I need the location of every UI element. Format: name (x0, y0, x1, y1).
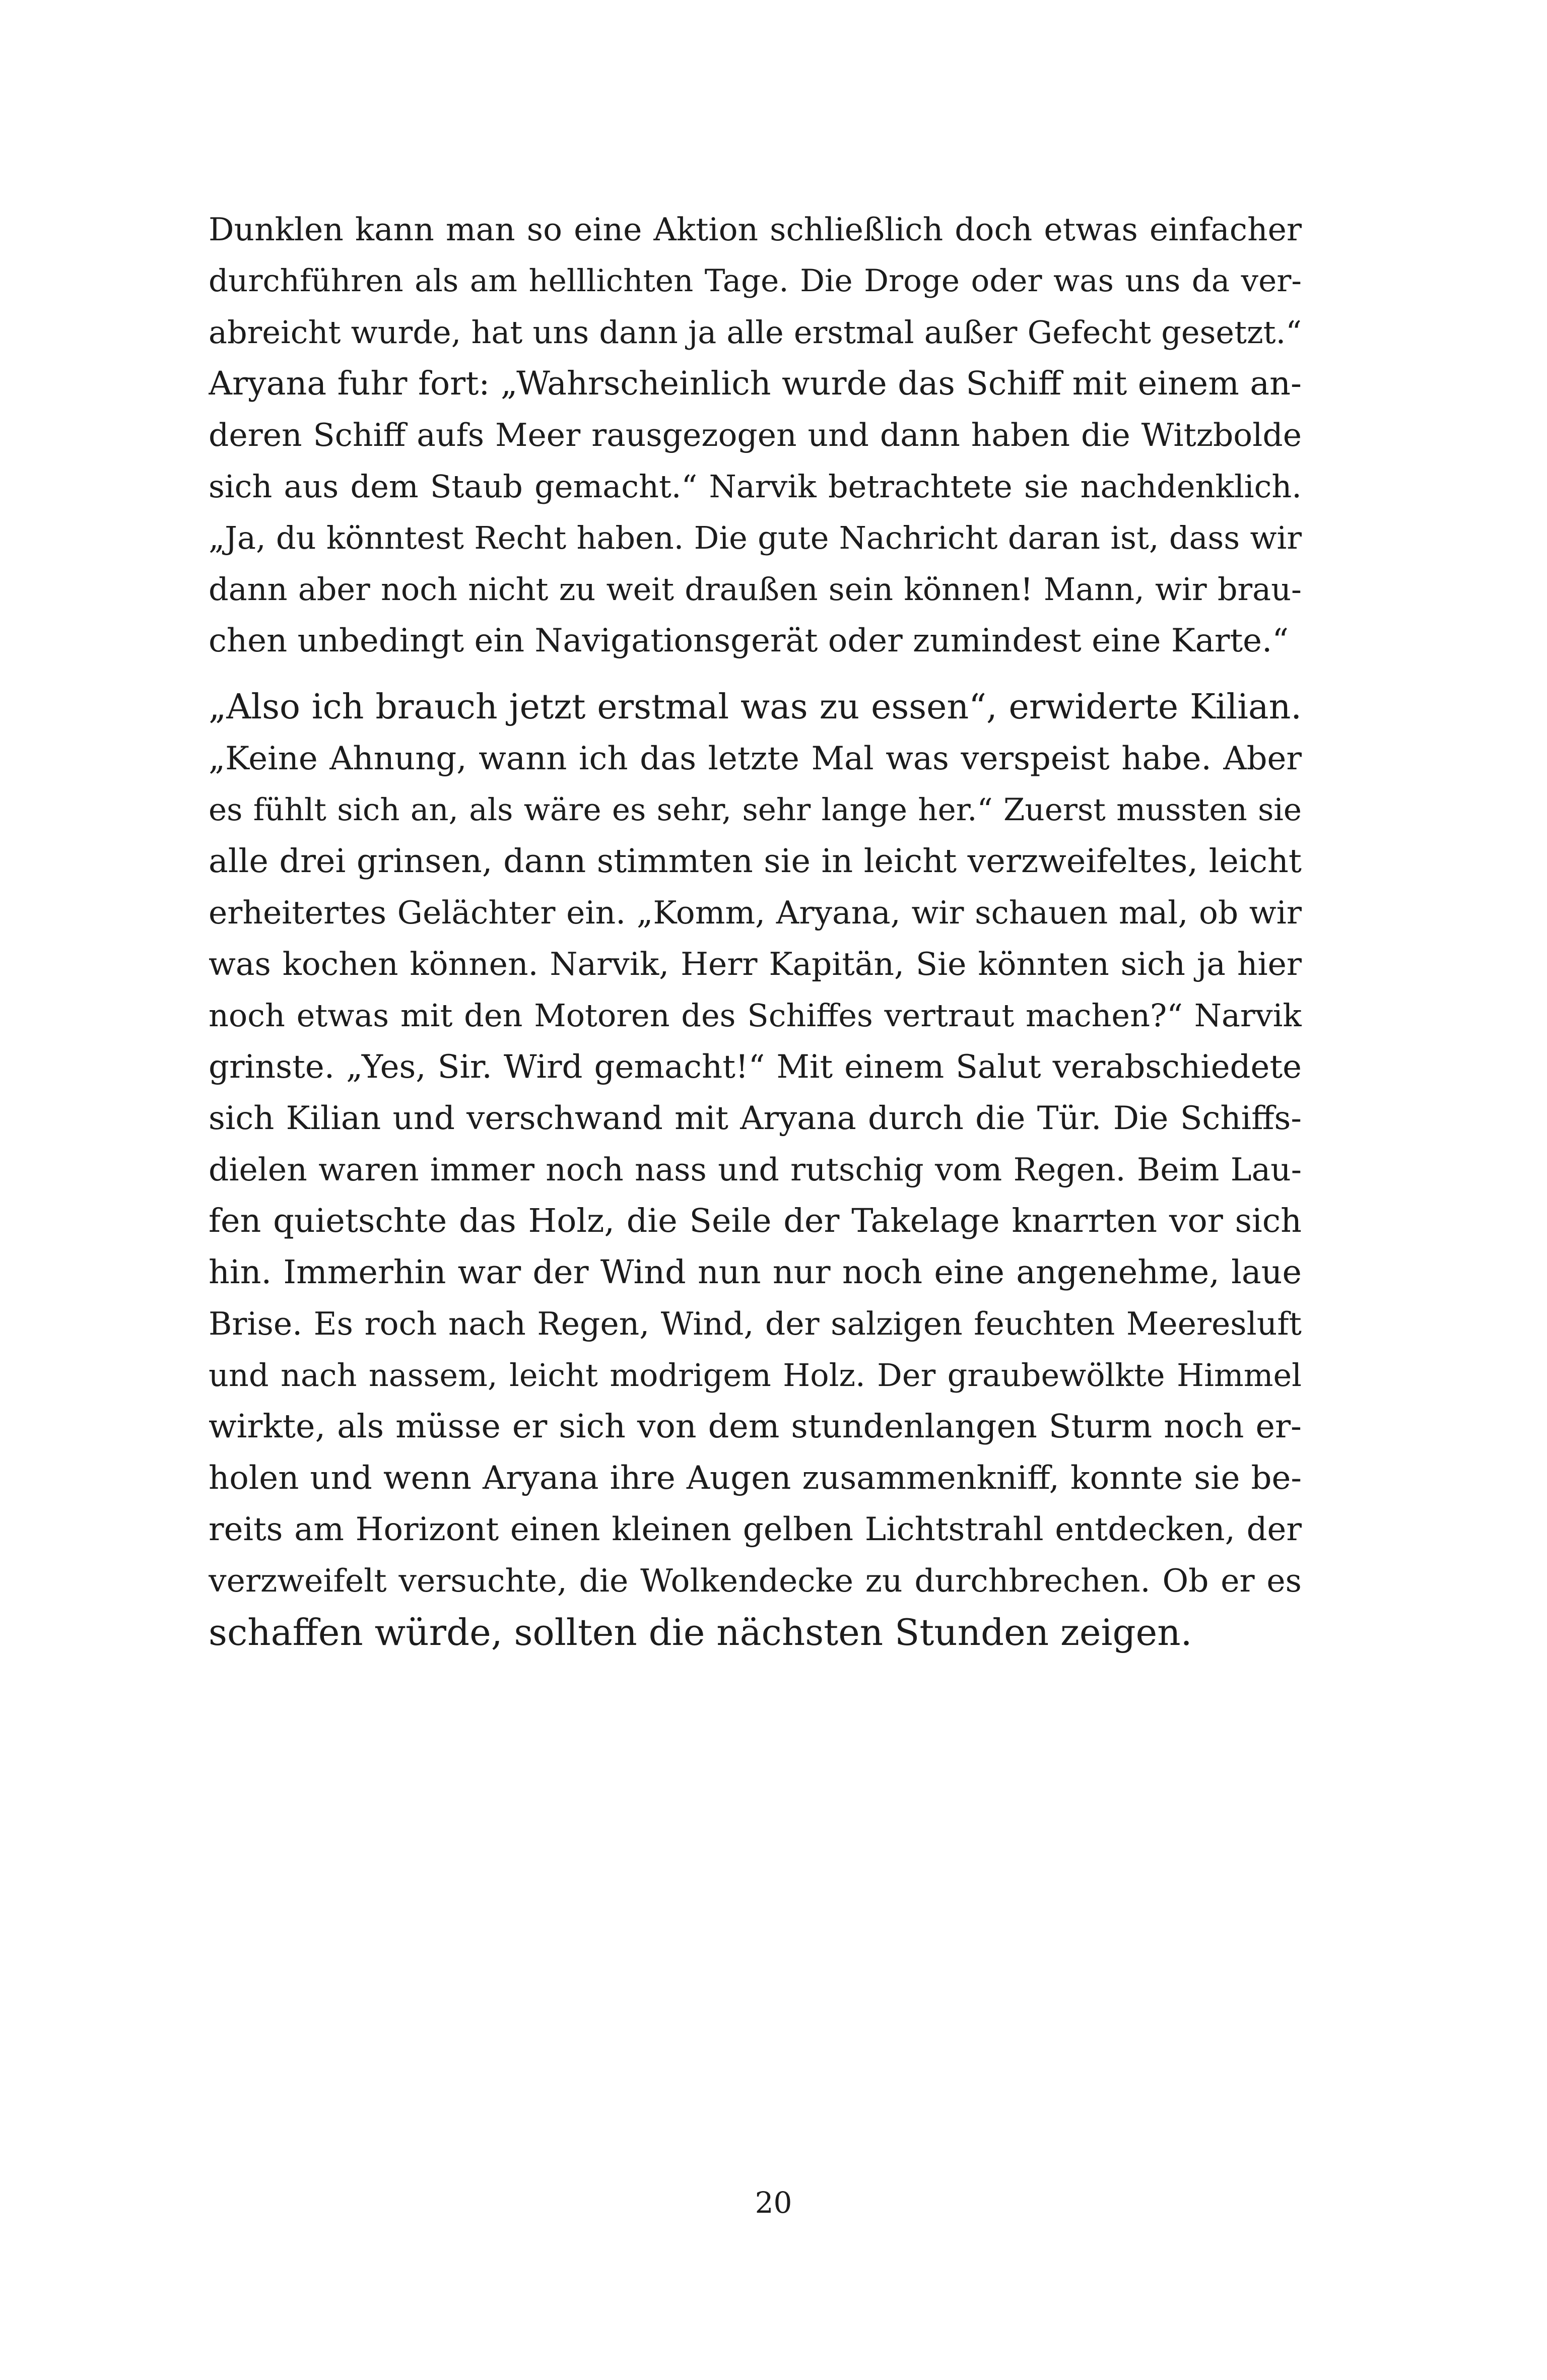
text-line: chen unbedingt ein Navigationsgerät oder zumindest eine Karte.“ (209, 622, 1289, 659)
text-line: abreicht wurde, hat uns dann ja alle erstmal außer Gefecht gesetzt.“ (209, 314, 1302, 351)
text-line: durchführen als am helllichten Tage. Die Droge oder was uns da ver- (209, 263, 1302, 299)
text-line: dielen waren immer noch nass und rutschig vom Regen. Beim Lau- (209, 1151, 1302, 1188)
text-line: Brise. Es roch nach Regen, Wind, der salzigen feuchten Meeresluft (209, 1305, 1302, 1342)
paragraph (209, 204, 1302, 667)
text-line: holen und wenn Aryana ihre Augen zusammenkniff, konnte sie be- (209, 1460, 1302, 1497)
body-text (209, 204, 1302, 1658)
text-line: verzweifelt versuchte, die Wolkendecke zu durchbrechen. Ob er es (209, 1562, 1302, 1599)
text-line: schaffen würde, sollten die nächsten Stunden zeigen. (209, 1611, 1192, 1654)
text-line: hin. Immerhin war der Wind nun nur noch eine angenehme, laue (209, 1253, 1302, 1291)
text-line: erheitertes Gelächter ein. „Komm, Aryana, wir schauen mal, ob wir (209, 894, 1302, 931)
text-line: dann aber noch nicht zu weit draußen sein können! Mann, wir brau- (209, 571, 1302, 608)
text-line: alle drei grinsen, dann stimmten sie in leicht verzweifeltes, leicht (209, 842, 1302, 880)
text-line: sich aus dem Staub gemacht.“ Narvik betrachtete sie nachdenklich. (209, 468, 1302, 505)
text-line: Dunklen kann man so eine Aktion schließlich doch etwas einfacher (209, 211, 1302, 248)
text-line: sich Kilian und verschwand mit Aryana durch die Tür. Die Schiffs- (209, 1100, 1302, 1137)
text-line: und nach nassem, leicht modrigem Holz. Der graubewölkte Himmel (209, 1357, 1302, 1394)
page-number: 20 (755, 2186, 792, 2220)
text-line: „Also ich brauch jetzt erstmal was zu essen“, erwiderte Kilian. (209, 687, 1302, 727)
text-line: reits am Horizont einen kleinen gelben Lichtstrahl entdecken, der (209, 1511, 1302, 1548)
text-line: „Ja, du könntest Recht haben. Die gute Nachricht daran ist, dass wir (209, 519, 1302, 556)
text-line: grinste. „Yes, Sir. Wird gemacht!“ Mit einem Salut verabschiedete (209, 1048, 1302, 1086)
text-line: was kochen können. Narvik, Herr Kapitän, Sie könnten sich ja hier (209, 946, 1302, 982)
text-line: es fühlt sich an, als wäre es sehr, sehr lange her.“ Zuerst mussten sie (209, 792, 1302, 828)
text-line: noch etwas mit den Motoren des Schiffes vertraut machen?“ Narvik (209, 997, 1302, 1034)
text-line: deren Schiff aufs Meer rausgezogen und dann haben die Witzbolde (209, 417, 1302, 453)
text-line: fen quietschte das Holz, die Seile der Takelage knarrten vor sich (209, 1202, 1302, 1240)
text-line: „Keine Ahnung, wann ich das letzte Mal was verspeist habe. Aber (209, 740, 1302, 777)
paragraph (209, 682, 1302, 1658)
text-line: Aryana fuhr fort: „Wahrscheinlich wurde das Schiff mit einem an- (209, 365, 1302, 403)
paragraph-gap (209, 667, 1302, 682)
text-line: wirkte, als müsse er sich von dem stundenlangen Sturm noch er- (209, 1408, 1302, 1445)
